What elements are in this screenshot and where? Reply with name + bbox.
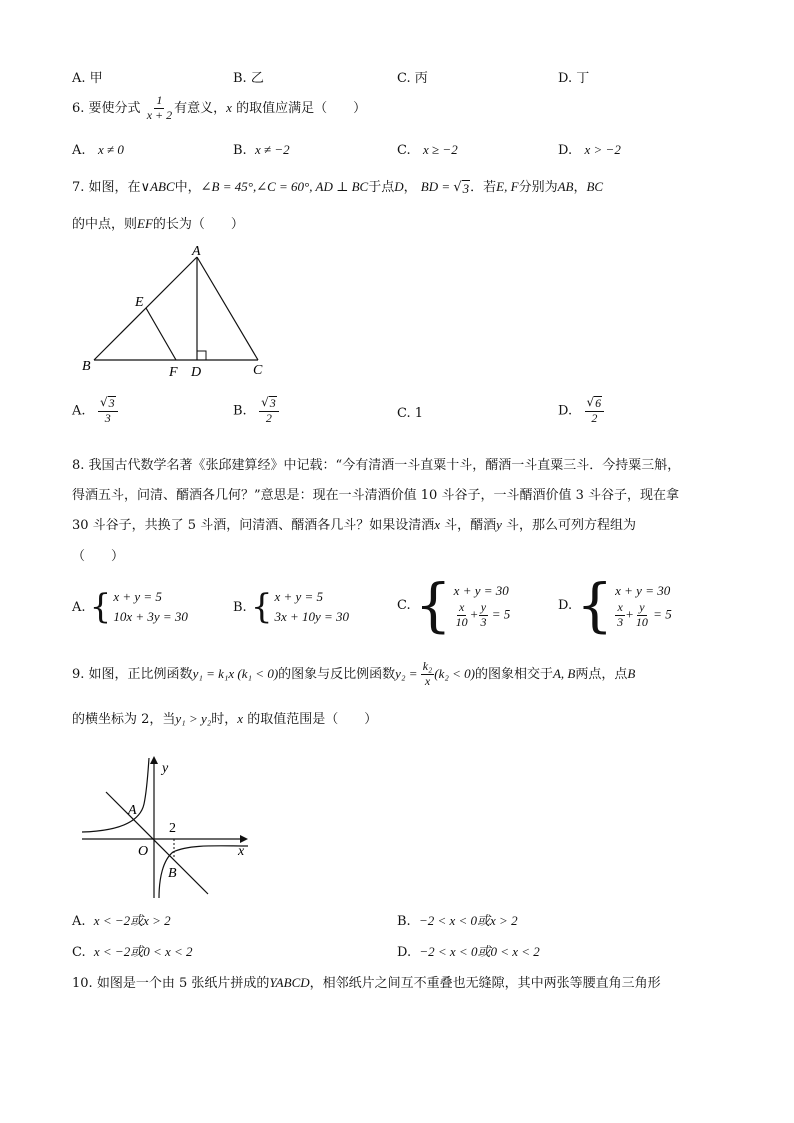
q5-option-b[interactable]: B. 乙 <box>233 71 264 86</box>
q6-option-d[interactable]: D. x > −2 <box>558 142 621 158</box>
q8-option-a[interactable]: A. { x + y = 5 10x + 3y = 30 <box>72 587 188 628</box>
q6-option-c[interactable]: C. x ≥ −2 <box>397 142 458 158</box>
q7-triangle-figure <box>78 242 278 382</box>
label-d: D <box>191 365 202 380</box>
label-e: E <box>135 295 144 310</box>
q7-option-a[interactable]: A. √ 3 3 <box>72 396 118 426</box>
q6-fraction: $\frac{1}{x + 2}$ <box>146 93 173 122</box>
sqrt-symbol: √ 3 <box>453 180 470 196</box>
label-a: A <box>192 244 201 259</box>
brace-symbol: { <box>576 571 614 639</box>
hyperbola-branch-left <box>82 758 149 832</box>
q8-option-b[interactable]: B. { x + y = 5 3x + 10y = 30 <box>233 587 350 628</box>
q8-line4: （ ） <box>72 549 125 564</box>
q9-option-c[interactable]: C. x < −2或0 < x < 2 <box>72 944 193 960</box>
label-y: y <box>162 761 169 776</box>
q6-option-b[interactable]: B. x ≠ −2 <box>233 142 290 158</box>
brace-symbol: { <box>89 587 112 628</box>
label-o: O <box>138 844 149 859</box>
segment-ac <box>197 257 258 360</box>
q6-stem: 6. 要使分式 $\frac{1}{x + 2}$ 有意义，x 的取值应满足（ ） <box>72 93 367 122</box>
line-y1 <box>106 792 208 894</box>
brace-symbol: { <box>250 587 273 628</box>
q6-option-a[interactable]: A. x ≠ 0 <box>72 142 124 158</box>
q7-option-b[interactable]: B. √ 3 2 <box>233 396 279 426</box>
q9-option-b[interactable]: B. −2 < x < 0或x > 2 <box>397 913 518 929</box>
label-c: C <box>253 363 263 378</box>
q10-stem: 10. 如图是一个由 5 张纸片拼成的YABCD，相邻纸片之间互不重叠也无缝隙，其中两张等腰直角三角形 <box>72 975 661 991</box>
segment-ef <box>146 308 176 360</box>
q5-option-d[interactable]: D. 丁 <box>558 71 590 86</box>
q9-stem-line1: 9. 如图，正比例函数y₁ = k₁x (k₁ < 0)的图象与反比例函数y₂ = $\frac{\text{k₂}}{x}$ (k₂ < 0)的图象相交于A, B两点，点B <box>72 659 636 688</box>
brace-symbol: { <box>414 571 452 639</box>
q9-option-d[interactable]: D. −2 < x < 0或0 < x < 2 <box>397 944 540 960</box>
q7-stem-line1: 7. 如图，在∨ABC中，∠B = 45°,∠C = 60°, AD ⊥ BC于点D， BD = √ 3 ．若E, F分别为AB，BC <box>72 179 604 196</box>
label-a: A <box>128 803 137 818</box>
q9-option-a[interactable]: A. x < −2或x > 2 <box>72 913 171 929</box>
label-b: B <box>82 359 91 374</box>
q5-option-c[interactable]: C. 丙 <box>397 71 428 86</box>
q9-stem-line2: 的横坐标为 2，当y₁ > y₂时，x 的取值范围是（ ） <box>72 711 378 727</box>
q8-line3: 30 斗谷子，共换了 5 斗酒，问清酒、醑酒各几斗？如果设清酒x 斗，醑酒y 斗，那么可列方程组为 <box>72 517 637 533</box>
x-axis-arrow-icon <box>240 835 248 843</box>
q7-option-c[interactable]: C. 1 <box>397 406 424 421</box>
q9-graph-figure <box>78 752 258 902</box>
label-f: F <box>169 365 178 380</box>
q7-option-d[interactable]: D. √ 6 2 <box>558 396 604 426</box>
q8-line2: 得酒五斗，问清、醑酒各几何？”意思是：现在一斗清酒价值 10 斗谷子，一斗醑酒价值 3 斗谷子，现在拿 <box>72 488 679 503</box>
y-axis-arrow-icon <box>150 756 158 764</box>
q7-stem-line2: 的中点，则EF的长为（ ） <box>72 216 244 232</box>
q8-option-d[interactable]: D. { x + y = 30 $\frac{x}{3}$ + $\frac{y}{10}$ = 5 <box>558 571 672 639</box>
label-two: 2 <box>169 821 176 836</box>
q8-line1: 8. 我国古代数学名著《张邱建算经》中记载：“今有清酒一斗直粟十斗，醑酒一斗直粟三斗．今持粟三斛， <box>72 458 681 473</box>
q8-option-c[interactable]: C. { x + y = 30 $\frac{x}{10}$ + $\frac{y}{3}$ = 5 <box>397 571 511 639</box>
right-angle-mark <box>197 351 206 360</box>
label-x: x <box>238 844 245 859</box>
label-b: B <box>168 866 177 881</box>
q5-option-a[interactable]: A. 甲 <box>72 71 103 86</box>
segment-ab <box>94 257 197 360</box>
